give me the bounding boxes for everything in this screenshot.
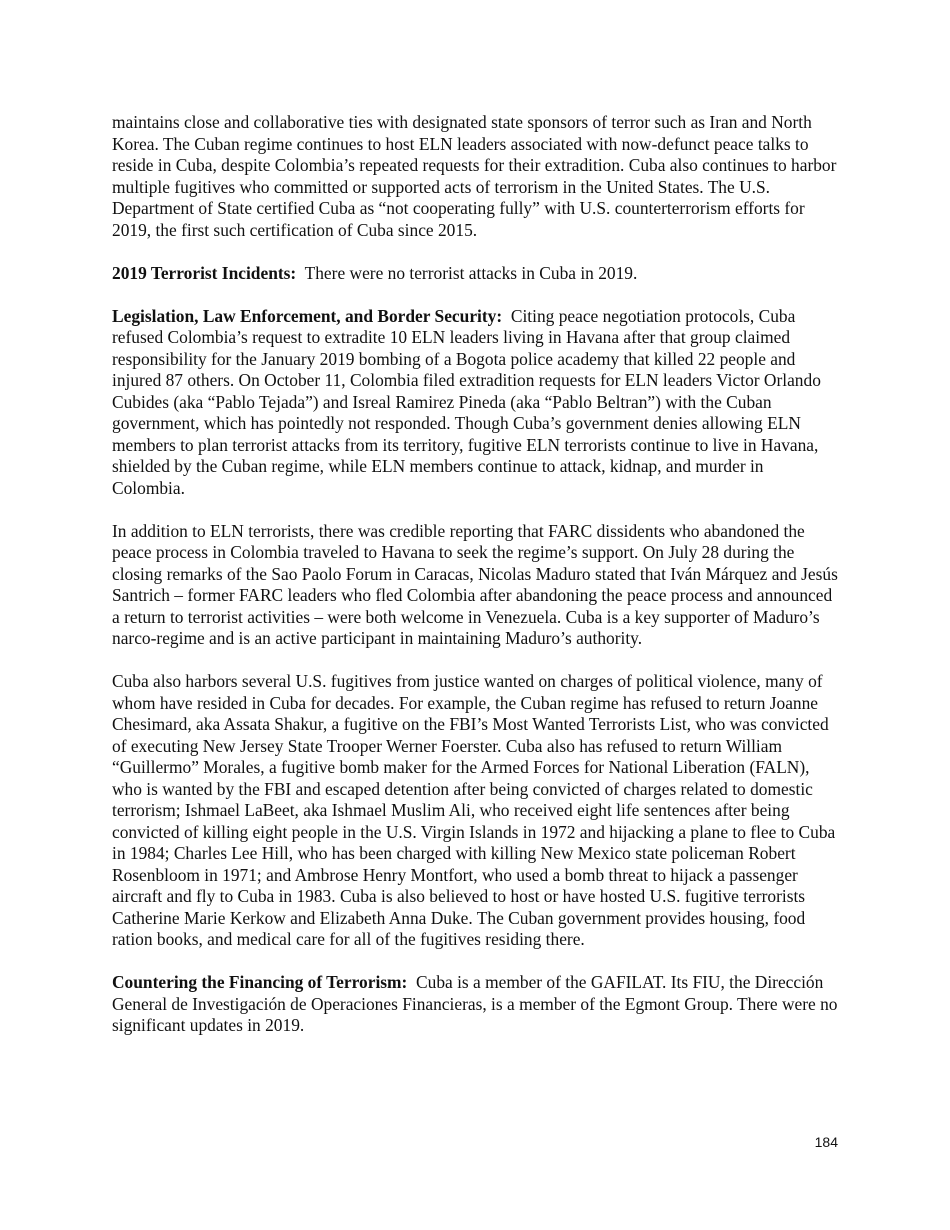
paragraph-terrorist-incidents [112,263,838,285]
paragraph-text: There were no terrorist attacks in Cuba in 2019. [304,262,638,283]
paragraph-text: Citing peace negotiation protocols, Cuba refused Colombia’s request to extradite 10 ELN leaders living in Havana after that group claimed responsibility for the January 2019 bombing of a Bogota police academy that killed 22 people and injured 87 others. On October 11, Colombia filed extradition requests for ELN leaders Victor Orlando Cubides (aka “Pablo Tejada”) and Isreal Ramirez Pineda (aka “Pablo Beltran”) with the Cuban government, which has pointedly not responded. Though Cuba’s government denies allowing ELN members to plan terrorist attacks from its territory, fugitive ELN terrorists continue to live in Havana, shielded by the Cuban regime, while ELN members continue to attack, kidnap, and murder in Colombia. [112,305,821,498]
paragraph-farc-dissidents [112,521,838,650]
paragraph-text: Cuba is a member of the GAFILAT. Its FIU, the Dirección General de Investigación de Operaciones Financieras, is a member of the Egmont Group. There were no significant updates in 2019. [112,972,838,1035]
paragraph-us-fugitives [112,671,838,951]
section-heading-legislation: Legislation, Law Enforcement, and Border Security: [112,305,503,326]
paragraph-text: Cuba also harbors several U.S. fugitives from justice wanted on charges of political violence, many of whom have resided in Cuba for decades. For example, the Cuban regime has refused to return Joanne Chesimard, aka Assata Shakur, a fugitive on the FBI’s Most Wanted Terrorists List, who was convicted of executing New Jersey State Trooper Werner Foerster. Cuba also has refused to return William “Guillermo” Morales, a fugitive bomb maker for the Armed Forces for National Liberation (FALN), who is wanted by the FBI and escaped detention after being convicted of charges related to domestic terrorism; Ishmael LaBeet, aka Ishmael Muslim Ali, who received eight life sentences after being convicted of killing eight people in the U.S. Virgin Islands in 1972 and hijacking a plane to flee to Cuba in 1984; Charles Lee Hill, who has been charged with killing New Mexico state policeman Robert Rosenbloom in 1971; and Ambrose Henry Montfort, who used a bomb threat to hijack a passenger aircraft and fly to Cuba in 1983. Cuba is also believed to host or have hosted U.S. fugitive terrorists Catherine Marie Kerkow and Elizabeth Anna Duke. The Cuban government provides housing, food ration books, and medical care for all of the fugitives residing there. [112,671,836,949]
paragraph-cuba-state-sponsor [112,112,838,241]
section-heading-financing: Countering the Financing of Terrorism: [112,972,408,992]
section-heading-terrorist-incidents: 2019 Terrorist Incidents: [112,262,297,283]
page-number: 184 [814,1134,838,1150]
paragraph-text: maintains close and collaborative ties with designated state sponsors of terror such as Iran and North Korea. The Cuban regime continues to host ELN leaders associated with now-defunct peace talks to reside in Cuba, despite Colombia’s repeated requests for their extradition. Cuba also continues to harbor multiple fugitives who committed or supported acts of terrorism in the United States. The U.S. Department of State certified Cuba as “not cooperating fully” with U.S. counterterrorism efforts for 2019, the first such certification of Cuba since 2015. [112,112,837,240]
document-body [112,112,838,1058]
paragraph-financing [112,972,838,1037]
paragraph-text: In addition to ELN terrorists, there was credible reporting that FARC dissidents who abandoned the peace process in Colombia traveled to Havana to seek the regime’s support. On July 28 during the closing remarks of the Sao Paolo Forum in Caracas, Nicolas Maduro stated that Iván Márquez and Jesús Santrich – former FARC leaders who fled Colombia after abandoning the peace process and announced a return to terrorist activities – were both welcome in Venezuela. Cuba is a key supporter of Maduro’s narco-regime and is an active participant in maintaining Maduro’s authority. [112,520,838,648]
paragraph-legislation [112,306,838,500]
